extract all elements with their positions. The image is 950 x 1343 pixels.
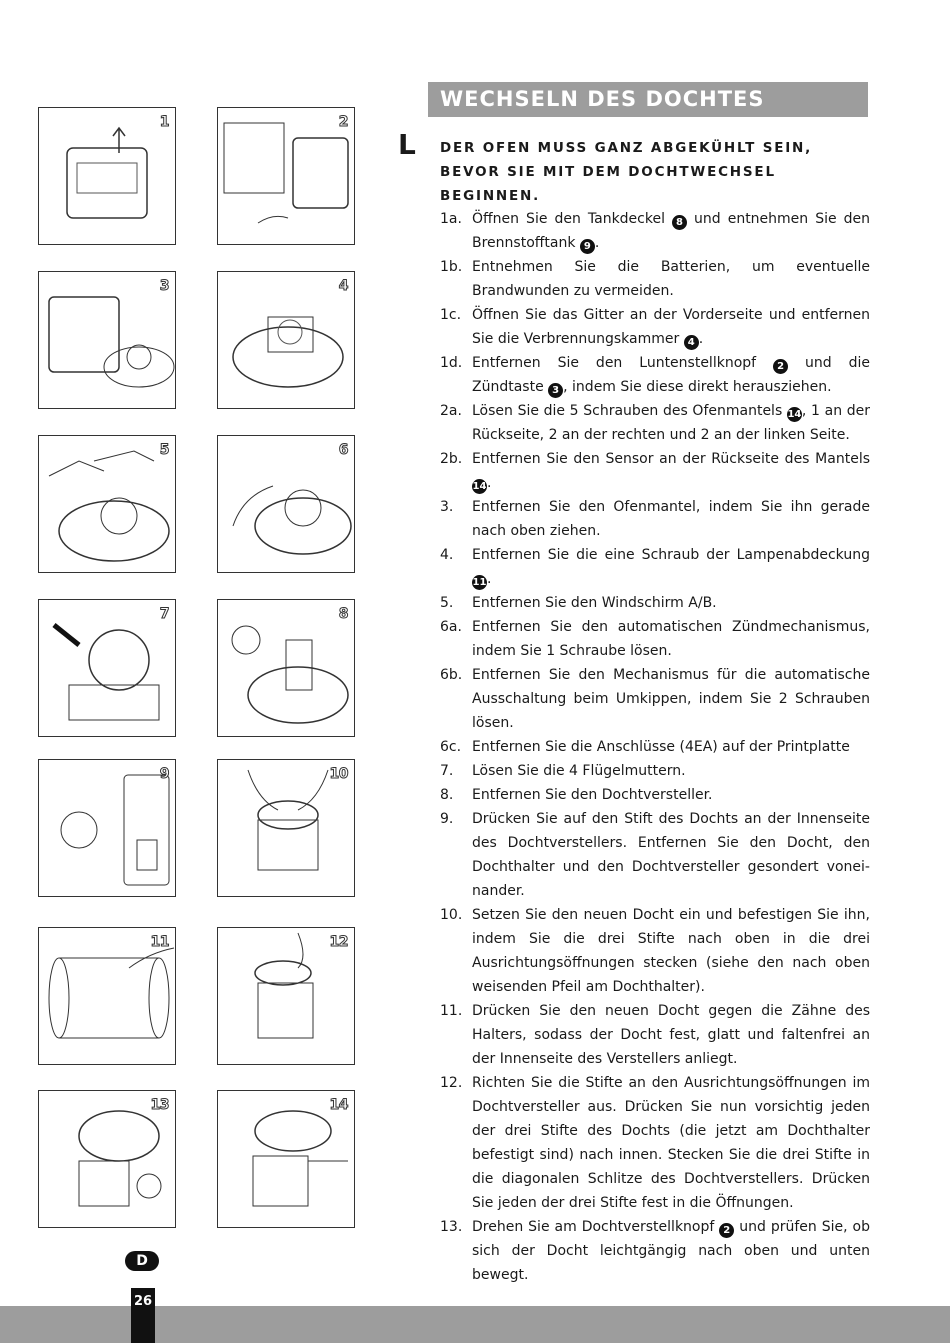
step-item xyxy=(440,447,870,495)
part-reference-badge: 8 xyxy=(672,215,687,230)
figure-4-removing-burner-screws xyxy=(217,271,355,409)
figure-number: 3 xyxy=(159,278,169,294)
step-text: Entfernen Sie den Mechanismus für die automatische Ausschaltung beim Umkippen, indem Sie 2 Schrauben lösen. xyxy=(472,667,870,731)
step-number: 9. xyxy=(440,811,454,827)
step-text: Entfernen Sie den Dochtversteller. xyxy=(472,787,713,803)
step-number: 1d. xyxy=(440,355,463,371)
figure-number: 5 xyxy=(159,442,169,458)
step-text: Entfernen Sie den Ofenmantel, indem Sie ihn gerade nach oben ziehen. xyxy=(472,499,870,539)
step-text: Drehen Sie am Dochtverstellknopf 2 und prüfen Sie, ob sich der Docht leichtgängig nach oben und unten bewegt. xyxy=(472,1219,870,1283)
step-item xyxy=(440,1071,870,1215)
figure-number: 8 xyxy=(338,606,348,622)
part-reference-badge: 11 xyxy=(472,577,487,588)
figure-illustration xyxy=(218,600,354,736)
figure-14-final-assembly xyxy=(217,1090,355,1228)
figure-number: 4 xyxy=(338,278,348,294)
step-number: 2b. xyxy=(440,451,463,467)
step-item xyxy=(440,759,870,783)
step-text: Drücken Sie auf den Stift des Dochts an der Innenseite des Dochtverstellers. Entfernen Sie den Docht, den Dochthalter und den Dochtversteller gesondert vonei-nander. xyxy=(472,811,870,899)
step-text: Öffnen Sie das Gitter an der Vorderseite und entfernen Sie die Verbrennungskammer 4 . xyxy=(472,307,870,348)
figure-illustration xyxy=(39,600,175,736)
step-item xyxy=(440,495,870,543)
figure-number: 9 xyxy=(159,766,169,782)
instruction-steps xyxy=(440,207,870,1287)
step-item xyxy=(440,591,870,615)
step-number: 1b. xyxy=(440,259,463,275)
step-text: Entfernen Sie die Anschlüsse (4EA) auf der Printplatte xyxy=(472,739,850,755)
part-reference-badge: 3 xyxy=(548,383,563,398)
step-text: Richten Sie die Stifte an den Ausrichtungsöffnungen im Dochtversteller aus. Drücken Sie nun vorsichtig jeden der drei Stifte des Dochts (die jetzt am Dochthalter befestigt sind) nach innen. Stecken Sie die drei Stifte in die diagonalen Schlitze des Dochtverstellers. Drücken Sie jeden der drei Stifte fest in die Öffnungen. xyxy=(472,1075,870,1211)
step-number: 4. xyxy=(440,547,454,563)
step-number: 12. xyxy=(440,1075,463,1091)
step-number: 5. xyxy=(440,595,454,611)
figure-illustration xyxy=(218,436,354,572)
figure-illustration xyxy=(218,108,354,244)
part-reference-badge: 14 xyxy=(472,481,487,492)
step-text: Drücken Sie den neuen Docht gegen die Zähne des Halters, sodass der Docht fest, glatt und faltenfrei an der Innenseite des Verstellers anliegt. xyxy=(472,1003,870,1067)
step-number: 3. xyxy=(440,499,454,515)
step-item xyxy=(440,783,870,807)
figure-illustration xyxy=(39,436,175,572)
figure-number: 2 xyxy=(338,114,348,130)
step-number: 1a. xyxy=(440,211,462,227)
figure-illustration xyxy=(39,272,175,408)
page-number: 26 xyxy=(131,1288,155,1343)
step-text: Setzen Sie den neuen Docht ein und befestigen Sie ihn, indem Sie die drei Stifte nach oben in die drei Ausrichtungsöffnungen stecken (siehe den nach oben weisenden Pfeil am Dochthalter). xyxy=(472,907,870,995)
figure-number: 14 xyxy=(329,1097,348,1113)
step-item xyxy=(440,207,870,255)
step-item xyxy=(440,543,870,591)
figure-number: 6 xyxy=(338,442,348,458)
step-item xyxy=(440,807,870,903)
part-reference-badge: 2 xyxy=(719,1223,734,1238)
step-item xyxy=(440,615,870,663)
step-text: Lösen Sie die 5 Schrauben des Ofenmantels 14, 1 an der Rückseite, 2 an der rechten und 2 an der linken Seite. xyxy=(472,403,870,443)
step-text: Entfernen Sie den automatischen Zündmechanismus, indem Sie 1 Schraube lösen. xyxy=(472,619,870,659)
step-number: 10. xyxy=(440,907,463,923)
step-text: Öffnen Sie den Tankdeckel 8 und entnehmen Sie den Brennstofftank 9 . xyxy=(472,211,870,252)
figure-10-hands-lifting-wick xyxy=(217,759,355,897)
figure-12-pressing-wick-holder xyxy=(217,927,355,1065)
section-letter: L xyxy=(398,128,416,161)
figure-1-heater-lifting-tank xyxy=(38,107,176,245)
figure-3-heater-body-removed xyxy=(38,271,176,409)
step-item xyxy=(440,351,870,399)
step-item xyxy=(440,735,870,759)
step-text: Entfernen Sie den Luntenstellknopf 2 und die Zündtaste 3 , indem Sie diese direkt herausziehen. xyxy=(472,355,870,396)
figure-11-inserting-new-wick xyxy=(38,927,176,1065)
part-reference-badge: 14 xyxy=(787,409,802,420)
part-reference-badge: 2 xyxy=(773,359,788,374)
figure-number: 7 xyxy=(159,606,169,622)
figure-number: 13 xyxy=(150,1097,169,1113)
step-number: 13. xyxy=(440,1219,463,1235)
step-number: 11. xyxy=(440,1003,463,1019)
part-reference-badge: 4 xyxy=(684,335,699,350)
step-item xyxy=(440,255,870,303)
step-text: Lösen Sie die 4 Flügelmuttern. xyxy=(472,763,686,779)
step-item xyxy=(440,1215,870,1287)
cooling-warning: DER OFEN MUSS GANZ ABGEKÜHLT SEIN, BEVOR SIE MIT DEM DOCHTWECHSEL BEGINNEN. xyxy=(440,140,813,204)
language-badge: D xyxy=(125,1251,159,1271)
section-title: WECHSELN DES DOCHTES xyxy=(428,82,868,117)
step-number: 6a. xyxy=(440,619,462,635)
figure-5-removing-windshield xyxy=(38,435,176,573)
part-reference-badge: 9 xyxy=(580,239,595,254)
step-text: Entfernen Sie die eine Schraub der Lampenabdeckung 11. xyxy=(472,547,870,588)
step-text: Entfernen Sie den Windschirm A/B. xyxy=(472,595,717,611)
figure-13-reassembled-adjuster xyxy=(38,1090,176,1228)
step-number: 1c. xyxy=(440,307,462,323)
step-item xyxy=(440,663,870,735)
figure-illustration xyxy=(218,272,354,408)
step-item xyxy=(440,303,870,351)
figure-7-arrow-screw-removal xyxy=(38,599,176,737)
figure-6-ignition-wire xyxy=(217,435,355,573)
figure-9-wick-holder-separate xyxy=(38,759,176,897)
figure-number: 12 xyxy=(329,934,348,950)
step-number: 2a. xyxy=(440,403,462,419)
step-number: 6c. xyxy=(440,739,462,755)
step-text: Entfernen Sie den Sensor an der Rückseite des Mantels 14. xyxy=(472,451,870,492)
figure-number: 10 xyxy=(329,766,348,782)
step-number: 7. xyxy=(440,763,454,779)
step-number: 8. xyxy=(440,787,454,803)
step-text: Entnehmen Sie die Batterien, um eventuelle Brandwunden zu vermeiden. xyxy=(472,259,870,299)
step-item xyxy=(440,999,870,1071)
figure-2-tank-removal-battery xyxy=(217,107,355,245)
figure-illustration xyxy=(39,108,175,244)
step-number: 6b. xyxy=(440,667,463,683)
step-item xyxy=(440,399,870,447)
step-item xyxy=(440,903,870,999)
figure-number: 1 xyxy=(159,114,169,130)
figure-illustration xyxy=(39,760,175,896)
figure-8-wick-adjuster-assembly xyxy=(217,599,355,737)
figure-number: 11 xyxy=(150,934,169,950)
